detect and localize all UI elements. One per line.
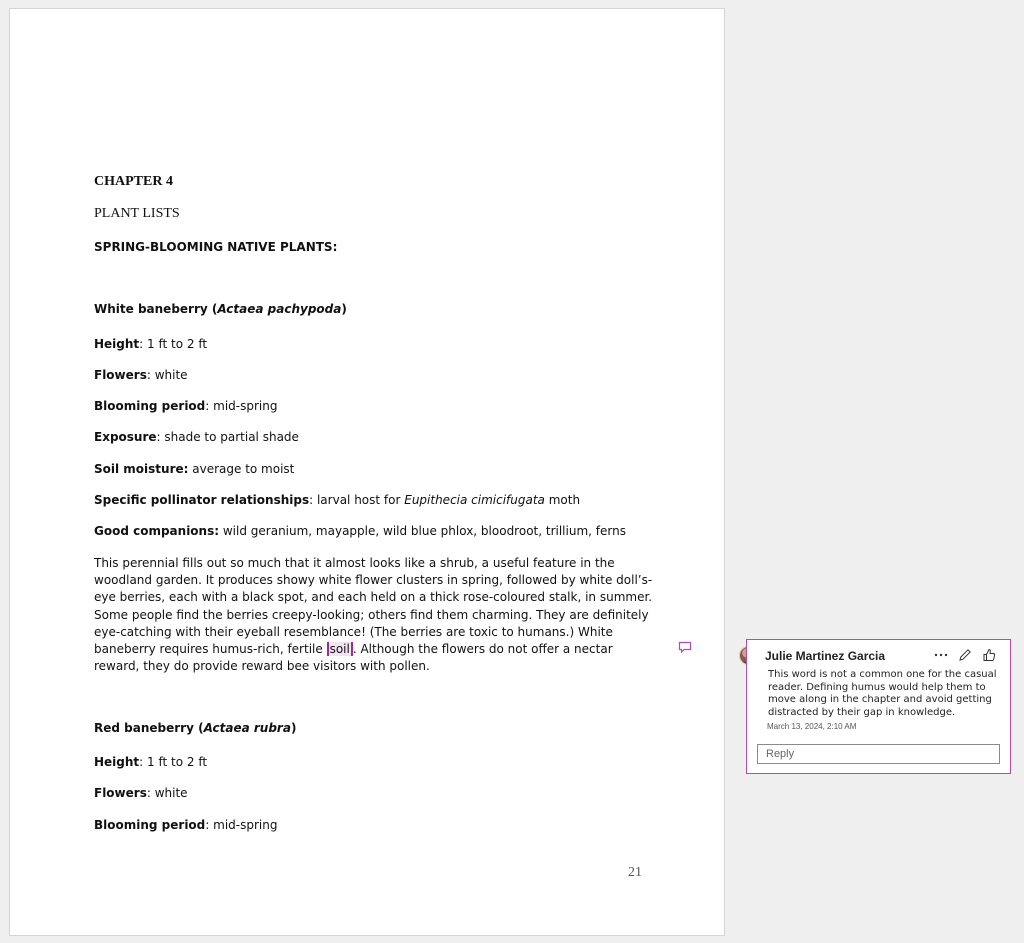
paragraph-text: This perennial fills out so much that it almost looks like a shrub, a useful feature in the woodland garden. It produces showy white flower clusters in spring, followed by white doll’s-eye berries, each with a black spot, and each held on a thick rose-coloured stalk, in summer. Some people find the berries creepy-looking; others find them charming. They are definitely eye-catching with their eyeball resemblance! (The berries are toxic to humans.) White baneberry requires humus-rich, fertile <box>94 556 653 657</box>
comment-author: Julie Martinez Garcia <box>765 649 886 663</box>
page-number: 21 <box>628 865 642 880</box>
comment-marker-icon[interactable] <box>678 640 692 654</box>
plant-heading-2 <box>94 721 296 735</box>
commented-word[interactable]: soil <box>327 642 353 656</box>
companions-line <box>94 524 626 538</box>
flowers-line <box>94 368 188 382</box>
flowers-value: : white <box>146 368 188 382</box>
height-label: Height <box>94 337 140 351</box>
flowers-label-2: Flowers <box>94 786 147 800</box>
plant-name-suffix-2: ) <box>290 721 297 735</box>
blooming-line-2 <box>94 818 277 832</box>
like-icon[interactable] <box>982 648 996 662</box>
blooming-value-2: : mid-spring <box>205 818 278 832</box>
flowers-line-2 <box>94 786 188 800</box>
plant-latin-name: Actaea pachypoda <box>217 302 342 316</box>
plant-name-2: Red baneberry ( <box>94 721 204 735</box>
comment-text: This word is not a common one for the casual reader. Defining humus would help them to move along in the chapter and avoid getting distracted by their gap in knowledge. <box>768 669 997 718</box>
height-line-2 <box>94 755 207 769</box>
plant-latin-name-2: Actaea rubra <box>203 721 291 735</box>
height-value-2: : 1 ft to 2 ft <box>139 755 208 769</box>
soil-moisture-line <box>94 462 294 476</box>
exposure-label: Exposure <box>94 430 157 444</box>
blooming-label: Blooming period <box>94 399 206 413</box>
comment-timestamp: March 13, 2024, 2:10 AM <box>767 722 857 731</box>
exposure-value: : shade to partial shade <box>156 430 299 444</box>
soil-moisture-label: Soil moisture: <box>94 462 189 476</box>
height-value: : 1 ft to 2 ft <box>139 337 208 351</box>
page-title: PLANT LISTS <box>94 206 180 221</box>
chapter-heading: CHAPTER 4 <box>94 174 173 189</box>
blooming-label-2: Blooming period <box>94 818 206 832</box>
companions-label: Good companions: <box>94 524 220 538</box>
blooming-line <box>94 399 277 413</box>
pollinator-suffix: moth <box>544 493 581 507</box>
soil-moisture-value: average to moist <box>188 462 295 476</box>
plant-heading <box>94 302 347 316</box>
flowers-value-2: : white <box>146 786 188 800</box>
pollinator-species: Eupithecia cimicifugata <box>404 493 545 507</box>
more-options-icon[interactable] <box>934 648 948 662</box>
plant-name: White baneberry ( <box>94 302 218 316</box>
edit-icon[interactable] <box>958 648 972 662</box>
description-paragraph <box>94 555 654 675</box>
flowers-label: Flowers <box>94 368 147 382</box>
plant-name-suffix: ) <box>341 302 347 316</box>
height-label-2: Height <box>94 755 140 769</box>
companions-value: wild geranium, mayapple, wild blue phlox, bloodroot, trillium, ferns <box>219 524 626 538</box>
comment-actions <box>934 648 996 662</box>
comment-card[interactable] <box>746 639 1011 774</box>
pollinator-value: : larval host for <box>309 493 405 507</box>
height-line <box>94 337 207 351</box>
reply-input[interactable]: Reply <box>757 744 1000 764</box>
blooming-value: : mid-spring <box>205 399 278 413</box>
pollinator-label: Specific pollinator relationships <box>94 493 310 507</box>
paragraph-text-after: . Although the flowers do not offer a nectar reward, they do provide reward bee visitors with pollen. <box>94 642 613 674</box>
pollinator-line <box>94 493 580 507</box>
section-heading: SPRING-BLOOMING NATIVE PLANTS: <box>94 240 338 254</box>
exposure-line <box>94 430 299 444</box>
document-page <box>9 8 725 936</box>
